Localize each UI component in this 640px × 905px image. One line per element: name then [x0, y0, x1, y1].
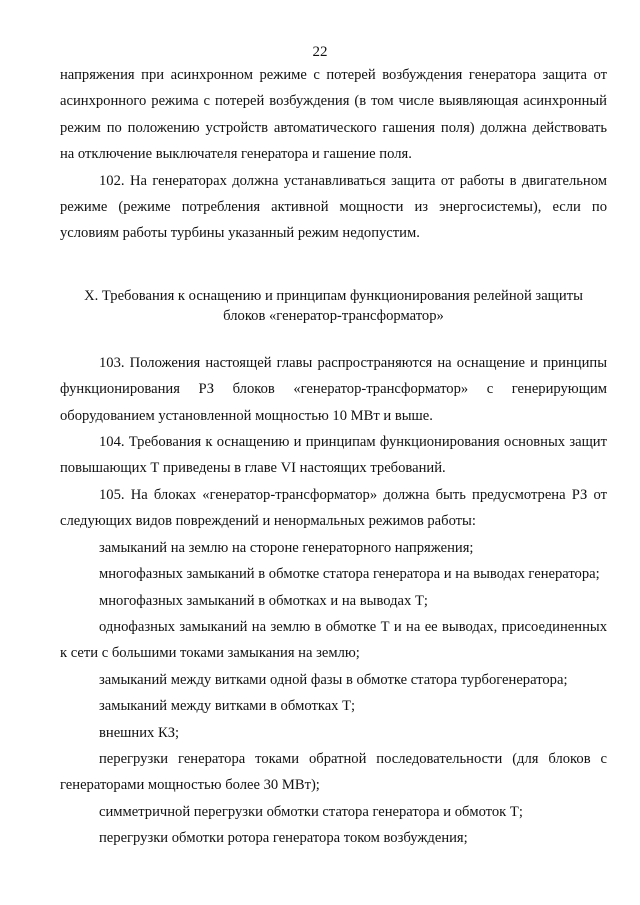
page-number: 22 — [312, 44, 328, 60]
list-item: замыканий между витками в обмотках Т; — [99, 698, 356, 715]
section-heading — [60, 286, 607, 326]
paragraph-continuation: напряжения при асинхронном режиме с потерей возбуждения генератора защита от асинхронного режима с потерей возбуждения (в том числе выявляющая асинхронный режим по положению устройств автоматического гашения поля) должна действовать на отключение выключателя генератора и гашение поля. — [60, 67, 607, 163]
paragraph-103: 103. Положения настоящей главы распространяются на оснащение и принципы функционирования РЗ блоков «генератор-трансформатор» с генерирующим оборудованием установленной мощностью 10 МВт и выше. — [60, 354, 607, 424]
list-item: многофазных замыканий в обмотках и на выводах Т; — [99, 592, 428, 609]
section-heading-line-1: X. Требования к оснащению и принципам функционирования релейной защиты — [84, 287, 583, 304]
list-item: перегрузки генератора токами обратной последовательности (для блоков с генераторами мощностью более 30 МВт); — [60, 750, 607, 794]
list-item: перегрузки обмотки ротора генератора током возбуждения; — [99, 830, 468, 847]
paragraph-105: 105. На блоках «генератор-трансформатор» должна быть предусмотрена РЗ от следующих видов повреждений и ненормальных режимов работы: — [60, 486, 607, 530]
section-heading-line-2: блоков «генератор-трансформатор» — [223, 307, 444, 324]
document-body — [60, 62, 607, 852]
list-item: внешних КЗ; — [99, 724, 180, 741]
list-item: многофазных замыканий в обмотке статора генератора и на выводах генератора; — [99, 566, 600, 583]
paragraph-104: 104. Требования к оснащению и принципам функционирования основных защит повышающих Т приведены в главе VI настоящих требований. — [60, 434, 607, 477]
paragraph-102: 102. На генераторах должна устанавливаться защита от работы в двигательном режиме (режиме потребления активной мощности из энергосистемы), если по условиям работы турбины указанный режим недопустим. — [60, 172, 607, 242]
list-item: симметричной перегрузки обмотки статора генератора и обмоток Т; — [99, 803, 523, 820]
list-item: замыканий между витками одной фазы в обмотке статора турбогенератора; — [99, 671, 568, 688]
list-item: замыканий на землю на стороне генераторного напряжения; — [99, 539, 474, 556]
list-item: однофазных замыканий на землю в обмотке Т и на ее выводах, присоединенных к сети с большими токами замыкания на землю; — [60, 618, 607, 662]
